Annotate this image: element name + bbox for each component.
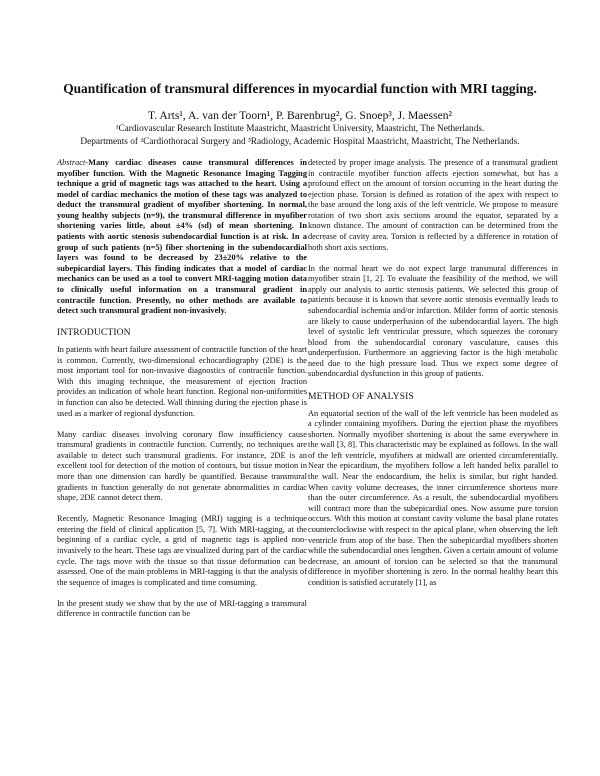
method-heading: METHOD OF ANALYSIS — [308, 390, 414, 402]
intro-paragraph-6: In the normal heart we do not expect large transmural differences in myofiber strain [1, 2]. To evaluate the feasibility of the method, we will apply our analysis to aortic stenosis patients. We selected this group of patients because it is known that severe aortic stenosis eventually leads to subendocardial ischemia and/or infarction. Milder forms of aortic stenosis are likely to cause underperfusion of the subendocardial layers. The high level of systolic left ventricular pressure, which squeezes the coronary blood from the subendocardial coronary vasculature, causes this underperfusion. Furthermore an aggrieving factor is the high metabolic need due to the high pressure load. Thus we expect some degree of subendocardial dysfunction in this group of patients. — [308, 263, 558, 379]
abstract-label: Abstract- — [57, 158, 89, 167]
author-list: T. Arts¹, A. van der Toorn¹, P. Barenbrug², G. Snoep³, J. Maessen² — [147, 109, 453, 122]
method-paragraph-1: An equatorial section of the wall of the left ventricle has been modeled as a cylinder containing myofibers. During the ejection phase the myofibers shorten. Normally myofiber shortening is about the same everywhere in the wall [3, 8]. This characteristic may be explained as follows. In the wall of the left ventricle, myofibers at midwall are oriented circumferentially. Near the epicardium, the myofibers follow a left handed helix parallel to the wall. Near the endocardium, the helix is similar, but right handed. When cavity volume decreases, the inner circumference shortens more than the outer circumference. As a result, the subendocardial myofibers will contract more than the subepicardial ones. Now assume pure torsion occurs. With this motion at constant cavity volume the basal plane rotates counterclockwise with respect to the apical plane, when observing the left ventricle from atop of the base. Then the subepicardial myofibers shorten while the subendocardial ones lengthen. Given a certain amount of volume decrease, an amount of torsion can be selected so that the transmural difference in myofiber shortening is zero. In the normal healthy heart this condition is satisfied accurately [1], as — [308, 408, 559, 587]
right-column — [308, 158, 558, 599]
intro-paragraph-5: detected by proper image analysis. The presence of a transmural gradient in contractile myofiber function affects ejection somewhat, but has a profound effect on the amount of torsion occurring in the heart during the ejection phase. Torsion is defined as rotation of the apex with respect to the base around the long axis of the left ventricle. We propose to measure rotation of two short axis sections around the equator, separated by a known distance. The amount of contraction can be determined from the decrease of cavity area. Torsion is reflected by a difference in rotation of both short axis sections. — [308, 158, 558, 252]
intro-paragraph-2: Many cardiac diseases involving coronary flow insufficiency cause transmural gradients in contractile function. Currently, no techniques are available to detect such transmural gradients. For instance, 2DE is an excellent tool for detection of the motion of contours, but tissue motion in more than one dimension can hardly be quantified. Because transmural gradients in function generally do not generate abnormalities in cardiac shape, 2DE cannot detect them. — [57, 429, 307, 503]
intro-paragraph-4: In the present study we show that by the use of MRI-tagging a transmural difference in contractile function can be — [57, 598, 307, 619]
affiliation-2: Departments of ²Cardiothoracal Surgery and ³Radiology, Academic Hospital Maastricht, Maastricht, The Netherlands. — [80, 137, 520, 147]
left-column — [57, 158, 307, 630]
paper-title: Quantification of transmural differences in myocardial function with MRI tagging. — [63, 81, 537, 96]
abstract-text: Many cardiac diseases cause transmural differences in myofiber function. With the Magnetic Resonance Imaging Tagging technique a grid of magnetic tags was attached to the heart. Using a model of cardiac mechanics the motion of these tags was analyzed to deduct the transmural gradient of myofiber shortening. In normal, young healthy subjects (n=9), the transmural difference in myofiber shortening varies little, about ±4% (sd) of mean shortening. In patients with aortic stenosis subendocardial function is at risk. In a group of such patients (n=5) fiber shortening in the subendocardial layers was found to be decreased by 23±20% relative to the subepicardial layers. This finding indicates that a model of cardiac mechanics can be used as a tool to convert MRI-tagging motion data to clinically useful information on a transmural gradient in contractile function. Presently, no other methods are available to detect such transmural gradient non-invasively. — [57, 158, 307, 316]
intro-paragraph-1: In patients with heart failure assessment of contractile function of the heart is common. Currently, two-dimensional echocardiography (2DE) is the most important tool for non-invasive diagnostics of contractile function. With this imaging technique, the measurement of ejection fraction provides an indication of whole heart function. Regional non-uniformities in function can also be detected. Wall thinning during the ejection phase is used as a marker of regional dysfunction. — [57, 345, 307, 418]
abstract — [57, 158, 307, 317]
introduction-heading: INTRODUCTION — [57, 327, 131, 339]
affiliation-1: ¹Cardiovascular Research Institute Maastricht, Maastricht University, Maastricht, The Netherlands. — [115, 124, 485, 134]
intro-paragraph-3: Recently, Magnetic Resonance Imaging (MRI) tagging is a technique entering the field of clinical application [5, 7]. With MRI-tagging, at the beginning of a cardiac cycle, a grid of magnetic tags is applied non-invasively to the heart. These tags are visualized during part of the cardiac cycle. The tags move with the tissue so that tissue deformation can be assessed. One of the main problems in MRI-tagging is that the analysis of the sequence of images is complicated and time consuming. — [57, 514, 307, 587]
